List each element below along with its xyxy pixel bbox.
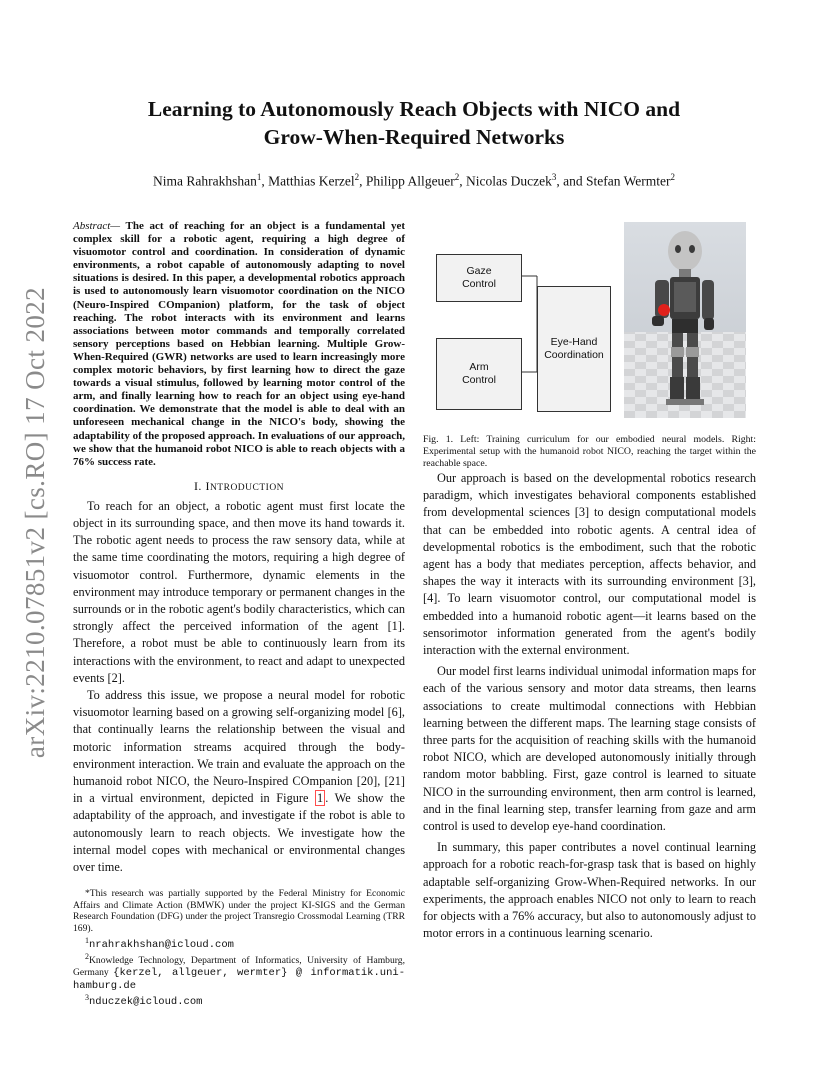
footnote-1: [73, 935, 405, 952]
author-affiliation-marker: 1: [256, 172, 262, 182]
figure-1-caption: Fig. 1. Left: Training curriculum for our embodied neural models. Right: Experimental setup with the humanoid robot NICO, reaching the target within the reachable space.: [423, 434, 756, 469]
author-separator: , and: [556, 173, 587, 189]
eye-hand-coordination-box: [537, 286, 611, 412]
section-number: I.: [193, 478, 206, 493]
author-separator: ,: [261, 173, 269, 189]
footnote-1-email: nrahrakhshan@icloud.com: [89, 938, 234, 951]
paper-title: [110, 95, 718, 151]
figure-1: [423, 222, 756, 418]
right-paragraph-3: In summary, this paper contributes a novel continual learning approach for a robotic reach-for-grasp task that is based on highly adaptable self-organizing Grow-When-Required networks. In our experiments, the approach enables NICO not only to learn to reach for objects with a 76% accuracy, but also to autonomously adjust to motor errors in a continuous learning scenario.: [423, 840, 756, 941]
arxiv-identifier-text: arXiv:2210.07851v2 [cs.RO] 17 Oct 2022: [20, 286, 51, 758]
author-separator: ,: [459, 173, 467, 189]
intro-p2-part-b: . We show the adaptability of the approach, and investigate if the robot is able to autonomously learn to reach objects. We investigate how the internal model copes with mechanical or environmental changes over time.: [73, 791, 405, 875]
footnote-2-marker: 2: [85, 952, 89, 962]
section-heading-introduction: [73, 479, 405, 494]
arm-control-label: Arm Control: [462, 361, 496, 386]
author-name: Matthias Kerzel: [268, 173, 355, 189]
abstract: [73, 220, 405, 469]
author-affiliation-marker: 3: [551, 172, 557, 182]
title-line-1: Learning to Autonomously Reach Objects with NICO and: [147, 97, 681, 121]
footnote-2-email: {kerzel, allgeuer, wermter} @ informatik.uni-hamburg.de: [73, 967, 405, 992]
footnotes: [73, 888, 405, 1009]
title-line-2: Grow-When-Required Networks: [263, 125, 565, 149]
footnote-2: [73, 951, 405, 992]
arm-control-box: [436, 338, 522, 410]
author-name: Nima Rahrakhshan: [152, 173, 257, 189]
abstract-label: Abstract—: [73, 220, 121, 232]
footnote-1-marker: 1: [85, 935, 89, 945]
footnote-3: [73, 992, 405, 1009]
nico-robot-simulation-image: [624, 222, 746, 418]
abstract-text: The act of reaching for an object is a fundamental yet complex skill for a robotic agent, requiring a high degree of visuomotor control and coordination. In consideration of dynamic environments, a robot capable of autonomously adapting to novel situations is desired. In this paper, a developmental robotics approach is used to autonomously learn visuomotor coordination on the NICO (Neuro-Inspired COmpanion) platform, for the task of object reaching. The robot interacts with its environment and learns associations between motor commands and temporally correlated sensory perceptions based on Hebbian learning. Multiple Grow-When-Required (GWR) networks are used to learn increasingly more complex motoric behaviors, by first learning how to direct the gaze towards a visual stimulus, followed by learning motor control of the arm, and finally learning how to reach for an object using eye-hand coordination. We demonstrate that the model is able to deal with an unforeseen mechanical change in the NICO's body, showing the adaptability of the proposed approach. In evaluations of our approach, we show that the humanoid robot NICO is able to reach objects with a 76% success rate.: [73, 220, 405, 468]
section-first-letter: I: [205, 478, 210, 493]
author-affiliation-marker: 2: [454, 172, 460, 182]
author-name: Stefan Wermter: [586, 173, 671, 189]
right-paragraph-2: Our model first learns individual unimodal information maps for each of the various sensory and motor data streams, then learns associations to create multimodal connections with Hebbian learning between the different maps. The learning stage consists of three parts for the acquisition of reaching skills with the humanoid robot NICO, which are developed autonomously initially through random motor babbling. First, gaze control is learned to situate NICO in the surrounding environment, then arm control is learned, and in the final learning step, transfer learning from gaze and arm control is used to develop eye-hand coordination.: [423, 664, 756, 834]
author-affiliation-marker: 2: [354, 172, 360, 182]
author-separator: ,: [359, 173, 366, 189]
footnote-3-marker: 3: [85, 993, 89, 1003]
arxiv-identifier: [14, 286, 58, 758]
intro-p2-part-a: To address this issue, we propose a neural model for robotic visuomotor learning based on a growing self-organizing model [6], that continually learns the relationship between the visual and motoric information streams acquired through the body-environment interaction. We train and evaluate the approach on the humanoid robot NICO, the Neuro-Inspired COmpanion [20], [21] in a virtual environment, depicted in Figure: [73, 688, 405, 806]
gaze-control-label: Gaze Control: [462, 265, 496, 290]
left-column: [73, 220, 405, 1009]
figure-1-link[interactable]: 1: [317, 791, 324, 806]
author-name: Philipp Allgeuer: [365, 173, 455, 189]
author-name: Nicolas Duczek: [466, 173, 552, 189]
author-affiliation-marker: 2: [670, 172, 676, 182]
eye-hand-coordination-label: Eye-Hand Coordination: [544, 336, 604, 361]
footnote-3-email: nduczek@icloud.com: [89, 996, 203, 1009]
footnote-2-text: Knowledge Technology, Department of Informatics, University of Hamburg, Germany: [73, 955, 405, 979]
intro-paragraph-2: [73, 687, 405, 876]
author-list: [80, 172, 748, 190]
footnote-funding: *This research was partially supported by the Federal Ministry for Economic Affairs and Climate Action (BMWK) under the project KI-SIGS and the German Research Foundation (DFG) under the project Transregio Crossmodal Learning (TRR 169).: [73, 888, 405, 935]
section-rest: NTRODUCTION: [209, 482, 285, 493]
gaze-control-box: [436, 254, 522, 302]
intro-paragraph-1: To reach for an object, a robotic agent must first locate the object in its surrounding space, and then move its hand towards it. The robotic agent needs to process the raw sensory data, while at the same time coordinating the motors, requiring a high degree of visuomotor control. Furthermore, dynamic elements in the environment may introduce temporary or permanent changes in the surrounds or in the robotic agent's bodily characteristics, which can strongly affect the perceived information of the agent [1]. Therefore, a robot must be able to continuously learn from its interactions with the environment, to react and adapt to unexpected events [2].: [73, 498, 405, 685]
right-column: [423, 222, 756, 942]
right-paragraph-1: Our approach is based on the developmental robotics research paradigm, which investigates behavioral components established from developmental sciences [3] to design computational models that can be embedded into robotic agents. A central idea of developmental robotics is the embodiment, such that the robotic agent has a body that mediates perception, affects behavior, and shapes the way it interacts with its surrounding environment [3], [4]. To learn visuomotor control, our computational model is embedded into a humanoid robotic agent—it learns based on the sensorimotor information generated from the agent's bodily interaction with the external environment.: [423, 471, 756, 658]
